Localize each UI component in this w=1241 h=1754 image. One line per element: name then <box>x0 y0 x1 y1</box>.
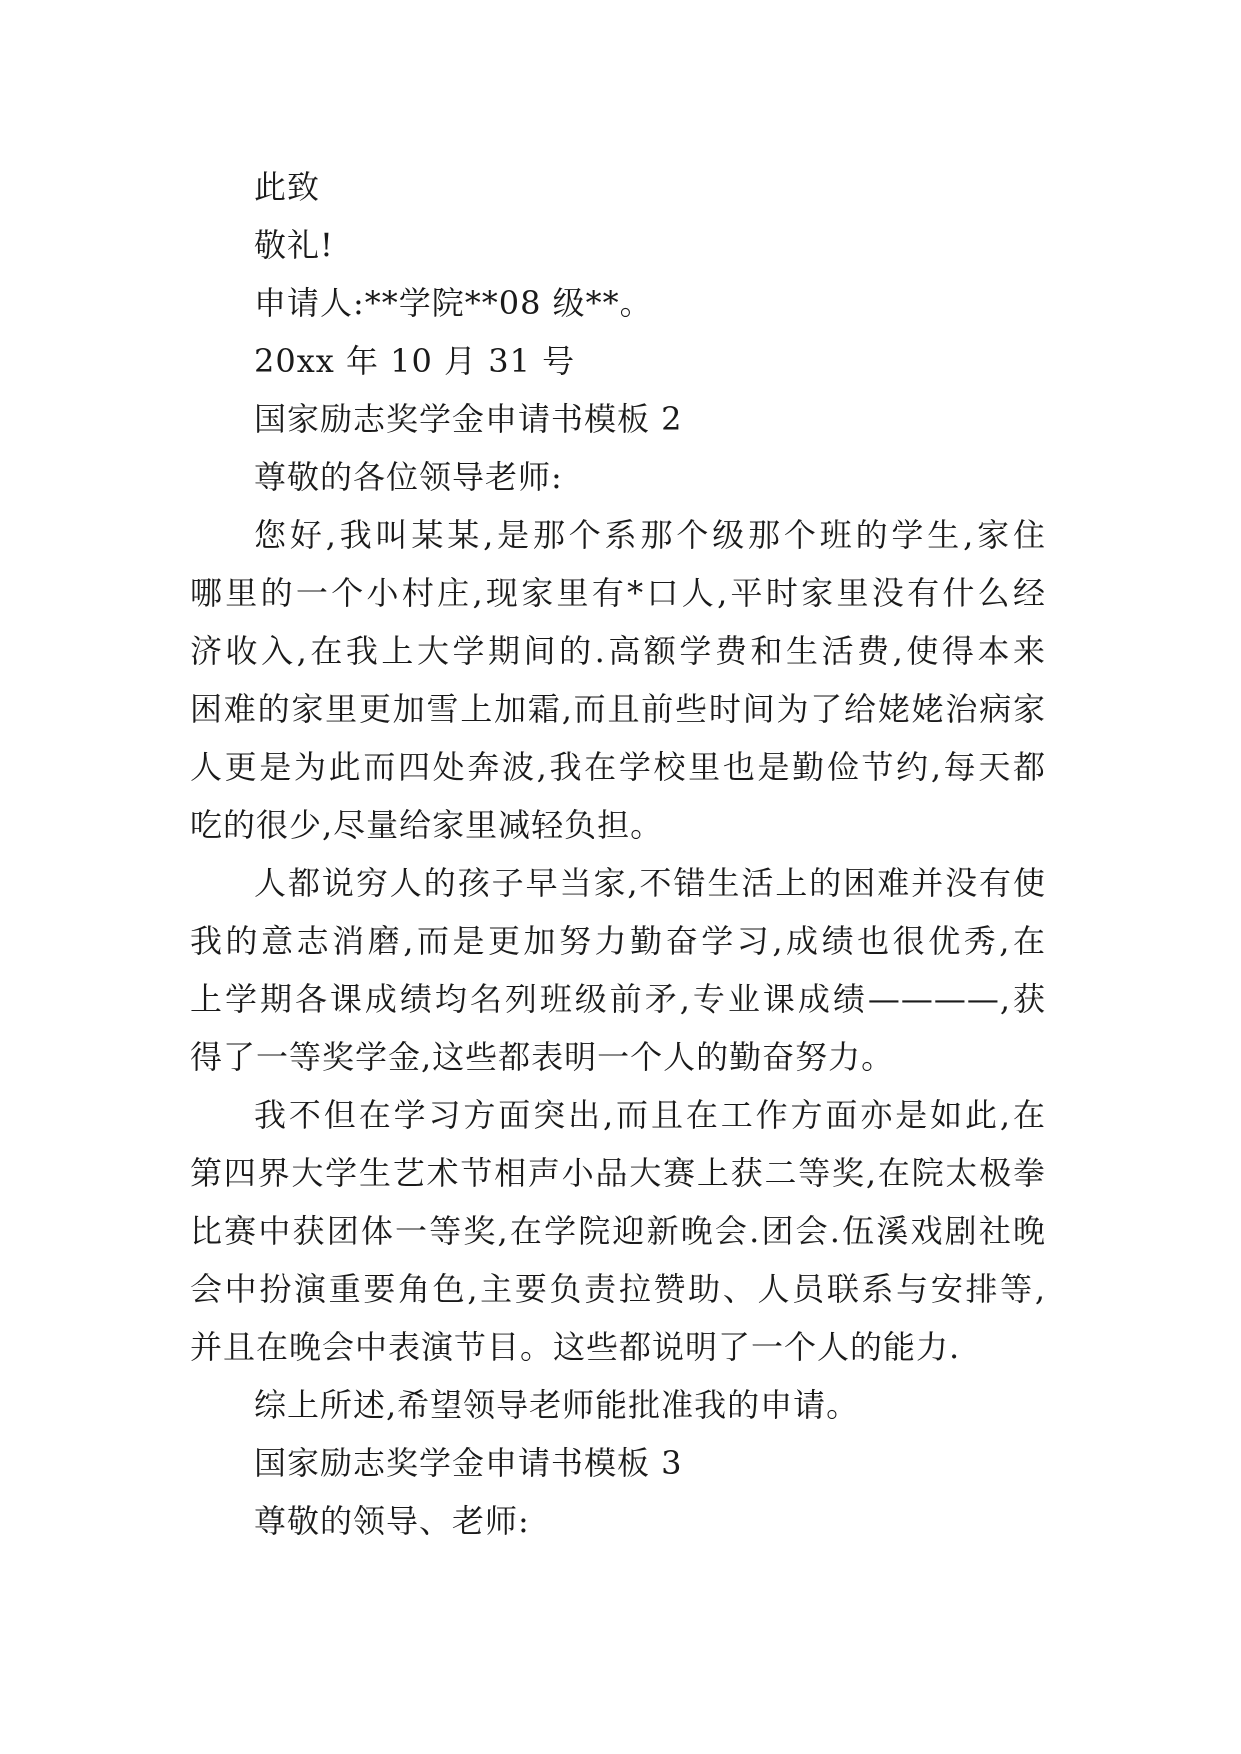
salutation-line: 敬礼! <box>254 226 334 264</box>
conclusion-line: 综上所述,希望领导老师能批准我的申请。 <box>254 1386 860 1424</box>
body-line: 困难的家里更加雪上加霜,而且前些时间为了给姥姥治病家 <box>190 690 1046 728</box>
body-line: 我的意志消磨,而是更加努力勤奋学习,成绩也很优秀,在 <box>190 922 1046 960</box>
body-line: 上学期各课成绩均名列班级前矛,专业课成绩————,获 <box>190 980 1046 1018</box>
section-title: 国家励志奖学金申请书模板 2 <box>254 400 683 438</box>
body-line: 哪里的一个小村庄,现家里有*口人,平时家里没有什么经 <box>190 574 1046 612</box>
body-line: 吃的很少,尽量给家里减轻负担。 <box>190 806 664 844</box>
section-title: 国家励志奖学金申请书模板 3 <box>254 1444 683 1482</box>
greeting-line: 尊敬的各位领导老师: <box>254 458 563 496</box>
body-line: 我不但在学习方面突出,而且在工作方面亦是如此,在 <box>254 1096 1046 1134</box>
body-line: 比赛中获团体一等奖,在学院迎新晚会.团会.伍溪戏剧社晚 <box>190 1212 1046 1250</box>
date-line: 20xx 年 10 月 31 号 <box>254 342 576 380</box>
body-line: 会中扮演重要角色,主要负责拉赞助、人员联系与安排等, <box>190 1270 1046 1308</box>
body-line: 人更是为此而四处奔波,我在学校里也是勤俭节约,每天都 <box>190 748 1046 786</box>
body-line: 第四界大学生艺术节相声小品大赛上获二等奖,在院太极拳 <box>190 1154 1046 1192</box>
body-line: 济收入,在我上大学期间的.高额学费和生活费,使得本来 <box>190 632 1046 670</box>
applicant-line: 申请人:**学院**08 级**。 <box>254 284 653 322</box>
closing-line: 此致 <box>254 168 321 206</box>
body-line: 人都说穷人的孩子早当家,不错生活上的困难并没有使 <box>254 864 1046 902</box>
greeting-line: 尊敬的领导、老师: <box>254 1502 530 1540</box>
document-body <box>190 158 1046 1550</box>
body-line: 并且在晚会中表演节目。这些都说明了一个人的能力. <box>190 1328 961 1366</box>
body-line: 您好,我叫某某,是那个系那个级那个班的学生,家住 <box>254 516 1046 554</box>
body-line: 得了一等奖学金,这些都表明一个人的勤奋努力。 <box>190 1038 895 1076</box>
